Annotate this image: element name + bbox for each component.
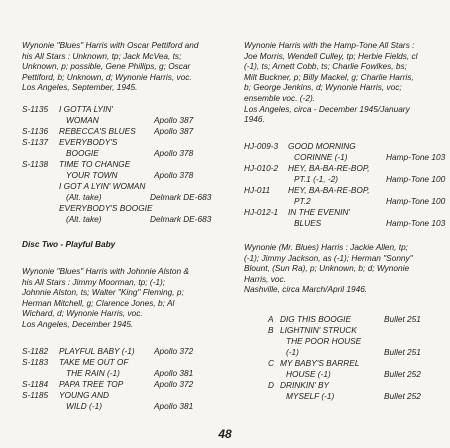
catalog-number: B <box>268 325 274 335</box>
track-row <box>22 126 234 137</box>
track-row <box>244 314 444 325</box>
track-title: EVERYBODY'S <box>59 137 118 147</box>
track-row <box>244 325 444 336</box>
track-title: MYSELF (-1) <box>286 391 335 401</box>
session-notes-nashville <box>244 242 444 295</box>
track-title: (Alt. take) <box>66 214 102 224</box>
track-title: PLAYFUL BABY (-1) <box>59 346 135 356</box>
track-title: (Alt. take) <box>66 192 102 202</box>
track-title: LIGHTNIN' STRUCK <box>280 325 357 335</box>
record-label: Apollo 387 <box>154 126 194 136</box>
track-row <box>22 346 234 357</box>
track-title: CORINNE (-1) <box>294 152 348 162</box>
track-title: REBECCA'S BLUES <box>59 126 136 136</box>
disc-heading: Disc Two - Playful Baby <box>22 239 116 249</box>
track-row <box>22 137 234 148</box>
text-line: Nashville, circa March/April 1946. <box>244 284 368 295</box>
record-label: Bullet 251 <box>384 347 421 357</box>
track-title: PAPA TREE TOP <box>59 379 124 389</box>
track-title: PT.1 (-1, -2) <box>294 174 338 184</box>
track-title: IN THE EVENIN' <box>288 207 350 217</box>
track-row <box>22 357 234 368</box>
catalog-number: S-1138 <box>22 159 49 169</box>
text-line: b; George Jenkins, d; Wynonie Harris, voc; <box>244 82 402 93</box>
text-line: Wynonie (Mr. Blues) Harris : Jackie Allen, tp; <box>244 242 408 252</box>
track-title: I GOT A LYIN' WOMAN <box>59 181 146 191</box>
track-row <box>244 207 444 218</box>
catalog-number: S-1182 <box>22 346 49 356</box>
text-line: Blount, (Sun Ra), p; Unknown, b; d; Wynonie <box>244 263 410 274</box>
text-line: Unknown, p; possible, Gene Phillips, g; Oscar <box>22 61 191 72</box>
track-row <box>22 379 234 390</box>
track-title: WILD (-1) <box>66 401 102 411</box>
track-row <box>244 196 444 207</box>
record-label: Apollo 381 <box>154 401 194 411</box>
track-row <box>22 390 234 401</box>
record-label: Hamp-Tone 100 <box>386 196 446 206</box>
text-line: Herman Mitchell, g; Clarence Jones, b; Al <box>22 297 175 308</box>
track-title: DRINKIN' BY <box>280 380 330 390</box>
track-title: HEY, BA-BA-RE-BOP, <box>288 185 370 195</box>
catalog-number: A <box>268 314 274 324</box>
record-label: Apollo 378 <box>154 170 194 180</box>
track-title: THE POOR HOUSE <box>286 336 362 346</box>
record-label: Apollo 381 <box>154 368 194 378</box>
track-row <box>22 181 234 192</box>
track-row <box>22 148 234 159</box>
page-number: 48 <box>218 427 232 441</box>
track-row <box>22 192 234 203</box>
text-line: Los Angeles, circa - December 1945/January <box>244 103 410 114</box>
text-line: Wynonie "Blues" Harris with Johnnie Alston & <box>22 266 189 276</box>
track-row <box>244 163 444 174</box>
text-line: ensemble voc. (-2). <box>244 92 316 103</box>
track-title: I GOTTA LYIN' <box>59 104 113 114</box>
record-label: Delmark DE-683 <box>150 192 212 202</box>
record-label: Bullet 251 <box>384 314 421 324</box>
record-label: Hamp-Tone 100 <box>386 174 446 184</box>
catalog-number: S-1135 <box>22 104 49 114</box>
track-title: WOMAN <box>66 115 99 125</box>
track-title: PT.2 <box>294 196 311 206</box>
track-row <box>244 380 444 391</box>
catalog-number: S-1184 <box>22 379 49 389</box>
text-line: Joe Morris, Wendell Culley, tp; Herbie Fields, cl <box>244 50 418 61</box>
track-row <box>22 104 234 115</box>
record-label: Apollo 378 <box>154 148 194 158</box>
track-row <box>244 141 444 152</box>
track-row <box>244 369 444 380</box>
text-line: Wynonie "Blues" Harris with Oscar Pettiford and <box>22 40 199 50</box>
record-label: Hamp-Tone 103 <box>386 218 446 228</box>
session-notes-alston <box>22 266 234 330</box>
track-title: GOOD MORNING <box>288 141 356 151</box>
track-title: YOUR TOWN <box>66 170 118 180</box>
catalog-number: HJ-010-2 <box>244 163 279 173</box>
track-row <box>22 115 234 126</box>
track-title: HOUSE (-1) <box>286 369 331 379</box>
track-row <box>22 214 234 225</box>
track-title: MY BABY'S BARREL <box>280 358 360 368</box>
catalog-number: S-1185 <box>22 390 49 400</box>
track-title: BOOGIE <box>66 148 99 158</box>
record-label: Apollo 372 <box>154 346 194 356</box>
track-title: EVERYBODY'S BOOGIE <box>59 203 153 213</box>
catalog-number: HJ-012-1 <box>244 207 279 217</box>
text-line: Wichard, d; Wynonie Harris, voc. <box>22 308 143 319</box>
session-notes-hamptone <box>244 40 444 125</box>
track-title: THE RAIN (-1) <box>66 368 120 378</box>
track-row <box>244 152 444 163</box>
track-title: HEY, BA-BA-RE-BOP, <box>288 163 370 173</box>
catalog-number: C <box>268 358 274 368</box>
text-line: Wynonie Harris with the Hamp-Tone All Stars : <box>244 40 415 50</box>
record-label: Bullet 252 <box>384 391 421 401</box>
track-row <box>244 347 444 358</box>
text-line: Harris, voc. <box>244 273 286 284</box>
catalog-number: S-1183 <box>22 357 49 367</box>
text-line: 1946. <box>244 114 265 125</box>
record-label: Bullet 252 <box>384 369 421 379</box>
record-label: Delmark DE-683 <box>150 214 212 224</box>
track-title: BLUES <box>294 218 322 228</box>
catalog-number: HJ-011 <box>244 185 271 195</box>
record-label: Hamp-Tone 103 <box>386 152 446 162</box>
session-notes-pettiford <box>22 40 234 93</box>
track-title: TAKE ME OUT OF <box>59 357 129 367</box>
track-title: YOUNG AND <box>59 390 109 400</box>
text-line: Johnnie Alston, ts; Walter "King" Fleming, p; <box>22 287 184 298</box>
text-line: Pettiford, b; Unknown, d; Wynonie Harris, voc. <box>22 71 192 82</box>
track-row <box>244 185 444 196</box>
text-line: Milt Buckner, p; Billy Mackel, g; Charlie Harris, <box>244 71 414 82</box>
track-row <box>244 391 444 402</box>
catalog-number: S-1137 <box>22 137 49 147</box>
track-row <box>244 218 444 229</box>
record-label: Apollo 372 <box>154 379 194 389</box>
track-row <box>244 336 444 347</box>
text-line: his All Stars : Unknown, tp; Jack McVea, ts; <box>22 50 182 61</box>
track-title: TIME TO CHANGE <box>59 159 131 169</box>
text-line: Los Angeles, December 1945. <box>22 318 134 329</box>
track-row <box>22 401 234 412</box>
text-line: (-1); Jimmy Jackson, as (-1); Herman "Sonny" <box>244 252 413 263</box>
track-row <box>244 358 444 369</box>
track-row <box>244 174 444 185</box>
track-row <box>22 170 234 181</box>
text-line: (-1), ts; Arnett Cobb, ts; Charlie Fowlkes, bs; <box>244 61 407 72</box>
track-row <box>22 159 234 170</box>
catalog-number: D <box>268 380 274 390</box>
track-row <box>22 203 234 214</box>
record-label: Apollo 387 <box>154 115 194 125</box>
text-line: Los Angeles, September, 1945. <box>22 82 138 93</box>
catalog-number: HJ-009-3 <box>244 141 279 151</box>
text-line: his All Stars : Jimmy Moorman, tp; (-1); <box>22 276 166 287</box>
catalog-number: S-1136 <box>22 126 49 136</box>
track-title: DIG THIS BOOGIE <box>280 314 351 324</box>
track-title: (-1) <box>286 347 299 357</box>
track-row <box>22 368 234 379</box>
